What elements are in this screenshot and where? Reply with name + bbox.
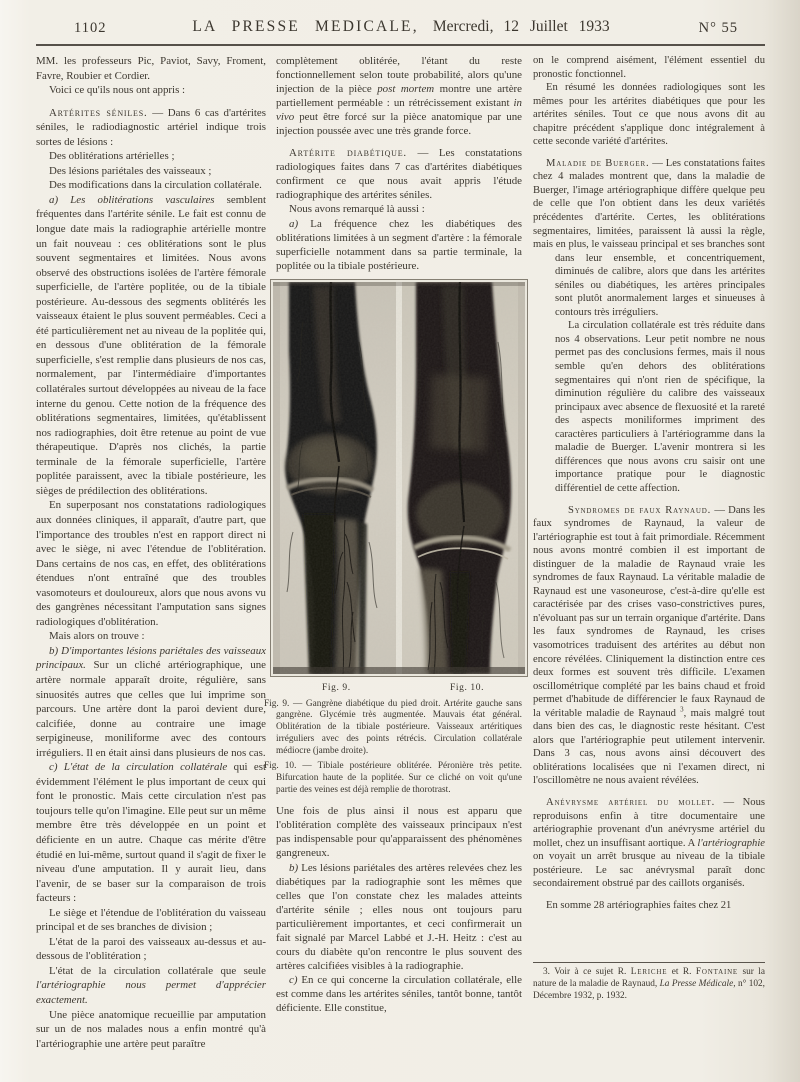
figure-caption-9: Fig. 9. — Gangrène diabétique du pied droit. Artérite gauche sans gangrène. Glycémie très augmentée. Mauvais état général. Oblitération de la tibiale postérieure. Vaisseaux artéritiques irréguliers avec des points rétrécis. Circulation collatérale médiocre (jambe droite).	[264, 698, 522, 756]
paragraph-resume: En résumé les données radiologiques sont les mêmes pour les artérites diabétiques que pour les artérites séniles. Tout ce que nous avons dit au chapitre précédent s'applique donc intégralement à cette seconde variété d'artérites.	[533, 82, 765, 148]
xray-figure	[264, 279, 528, 797]
paragraph-a-obliterations: a) Les oblitérations vasculaires semblent fréquentes dans l'artérite sénile. Le fait est connu de longue date mais la radiographie artérielle montre un fait nouveau : ces oblitérations sont le plus souvent segmentaires et limitées. Nous avons observé des obstructions isolées de l'artère fémorale superficielle, de l'artère poplitée, ou de la tibiale postérieure. Au-dessous des segments oblitérés les vaisseaux étaient le plus souvent perméables. Ceci a été particulièrement net au niveau de la poplitée qui, en dessous d'une oblitération de la fémorale superficielle, s'est remplie dans plusieurs de nos cas, normalement, par l'intermédiaire d'importantes collatérales surtout développées au niveau de la face interne du genou. Cette notion de la fréquence des oblitérations segmentaires, limitées, qu'établissent nos radiographies, doit être retenue au point de vue thérapeutique. D'après nos clichés, la partie terminale de la fémorale superficielle, l'artère poplitée paraissent, avec la tibiale postérieure, les sièges de prédilection des oblitérations.	[36, 193, 267, 497]
header-rule	[36, 44, 765, 46]
footnote-reference: 3	[680, 705, 684, 714]
list-item: Des modifications dans la circulation collatérale.	[49, 179, 262, 192]
section-faux-raynaud: Syndromes de faux Raynaud. — Dans les faux syndromes de Raynaud, la valeur de l'artériographie est tout à fait primordiale. Récemment nous avons montré combien il est important de distinguer de la maladie de Raynaud vraie les syndromes de faux Raynaud. La véritable maladie de Raynaud est une vasoneurose, c'est-à-dire qu'elle est caractérisée par des crises vaso-constrictives pures, n'évoluant pas sur un terrain organique d'artérite. Dans les faux syndromes de Raynaud, les crises vasomotrices traduisent des artérites au début non encore révélées. Cliniquement la distinction entre ces deux formes est souvent très difficile. L'examen oscillométrique complété par les bains chaud et froid permet d'habitude de différencier le faux Raynaud de la véritable maladie de Raynaud $^3$, mais malgré tout dans bien des cas, le diagnostic reste hésitant. C'est alors que l'artériographie peut utilement intervenir. Dans 3 cas, nous avons ainsi découvert des oblitérations localisées que ni l'examen direct, ni l'oscillomètre ne nous avaient révélées.	[533, 504, 765, 787]
column-left	[36, 54, 266, 1051]
section-anevrysme-mollet: Anévrysme artériel du mollet. — Nous reproduisons enfin à titre documentaire une artériographie provenant d'un anévrysme artériel du mollet, chez un insuffisant aortique. A l'artériographie on voyait un arrêt brusque au niveau de la tibiale postérieure. Le sac anévrysmal paraît donc secondairement obstrué par des caillots organisés.	[533, 796, 766, 890]
header-date: 12 Juillet 1933	[503, 18, 610, 35]
paragraph-superposant: En superposant nos constatations radiologiques aux données cliniques, il apparaît, d'autre part, que l'importance des troubles n'est en rapport direct ni avec le siège, ni avec l'étendue de l'oblitération. Dans certains de nos cas, en effet, des oblitérations étendues n'ont entraîné que des troubles vasomoteurs et douloureux, alors que nous avons vu des gangrènes nécessitant l'amputation sans signes radiologiques d'oblitération.	[36, 499, 266, 628]
page-number: 1102	[74, 20, 107, 36]
section-heading: Maladie de Buerger.	[546, 157, 650, 169]
section-heading: Syndromes de faux Raynaud.	[568, 504, 712, 516]
author-name: Leriche	[630, 967, 668, 977]
author-name: Fontaine	[695, 967, 739, 977]
section-heading: Artérites séniles.	[49, 106, 148, 119]
issue-number: N° 55	[698, 20, 738, 36]
section-heading: Artérite diabétique.	[289, 147, 407, 160]
footnote: 3. Voir à ce sujet R. Leriche et R. Fontaine sur la nature de la maladie de Raynaud, La Presse Médicale, n° 102, Décembre 1932, p. 1932.	[533, 962, 765, 1003]
section-arterites-seniles: Artérites séniles. — Dans 6 cas d'artérites séniles, le radiodiagnostic artériel indique trois sortes de lésions :	[36, 106, 266, 148]
figure-label-9: Fig. 9.	[322, 682, 351, 693]
figure-caption-10: Fig. 10. — Tibiale postérieure oblitérée. Péronière très petite. Bifurcation haute de la poplitée. Sur ce cliché on voit qu'une partie des veines est déjà remplie de thorotrast.	[264, 761, 522, 795]
paragraph-b-lesions: b) D'importantes lésions pariétales des vaisseaux principaux. Sur un cliché artériographique, une artère normale apparaît droite, régulière, sans sinuosités autres que celles que lui imprime son parcours. Une artère dont la paroi devient dure, calcifiée, donne au contraire une image serpigineuse, moniliforme avec des contours irréguliers. Il en était ainsi dans plusieurs de nos cas.	[36, 644, 266, 759]
paragraph-a-frequence: a) La fréquence chez les diabétiques des oblitérations limitées à un segment d'artère : la fémorale superficielle notamment dans sa partie terminale, la poplitée ou la tibiale postérieure.	[276, 217, 522, 272]
figure-labels	[264, 681, 522, 694]
figure-overlap-spacer	[533, 252, 555, 510]
paragraph-continuation-right: on le comprend aisément, l'élément essentiel du pronostic fonctionnel.	[533, 55, 765, 80]
header-weekday: Mercredi,	[432, 18, 494, 35]
facteur-2: L'état de la paroi des vaisseaux au-dessus et au-dessous de l'oblitération ;	[36, 935, 266, 963]
facteur-3: L'état de la circulation collatérale que seule l'artériographie nous permet d'apprécier exactement.	[36, 964, 266, 1006]
paragraph-circulation-reduite: La circulation collatérale est très réduite dans nos 4 observations. Leur petit nombre ne nous permet pas des conclusions fermes, mais il nous semble qu'en dehors des oblitérations segmentaires qui n'ont rien de spécifique, la diminution régulière du calibre des vaisseaux principaux avec absence de flexuosité et la rareté des aspects moniliformes impriment des caractères particuliers à l'artériogramme dans la maladie de Buerger. L'avenir montrera si les différences que nous avons cru saisir ont une importance pratique pour le diagnostic différentiel de cette affection.	[555, 320, 765, 494]
list-item: Des oblitérations artérielles ;	[49, 150, 175, 163]
paragraph-intro: Voici ce qu'ils nous ont appris :	[49, 84, 186, 97]
paragraph-c-circulation-collaterale: c) En ce qui concerne la circulation collatérale, elle est comme dans les artérites séniles, tantôt bonne, tantôt déficiente. Elle constitue,	[276, 973, 522, 1014]
list-item: Des lésions pariétales des vaisseaux ;	[49, 164, 212, 177]
paragraph-en-somme: En somme 28 artériographies faites chez 21	[546, 899, 732, 911]
page-header	[36, 18, 766, 44]
xray-plate-frame	[270, 279, 528, 677]
paragraph-nous-avons: Nous avons remarqué là aussi :	[289, 203, 425, 216]
paragraph-mais: Mais alors on trouve :	[49, 630, 145, 643]
figure-label-10: Fig. 10.	[450, 682, 485, 693]
paragraph-c-circulation: c) L'état de la circulation collatérale qui est évidemment l'élément le plus important de ceux qui font le pronostic. Mais cette circulation n'est pas toujours telle qu'on l'imagine. Elle peut sur un même membre être très développée en un point et déficiente en un autre. Chaque cas mérite d'être étudié en lui-même, surtout quand il s'agit de fixer le niveau d'une amputation. Il y aurait lieu, dans l'avenir, de se baser sur la comparaison de trois facteurs :	[36, 761, 266, 905]
journal-masthead	[36, 18, 766, 36]
paragraph-authors: MM. les professeurs Pic, Paviot, Savy, Froment, Favre, Roubier et Cordier.	[36, 55, 266, 82]
facteur-1: Le siège et l'étendue de l'oblitération du vaisseau principal et de ses branches de division ;	[36, 906, 266, 934]
column-middle	[264, 54, 523, 1015]
column-right	[533, 54, 765, 912]
section-heading: Anévrysme artériel du mollet.	[546, 796, 716, 808]
xray-radiograph-image	[273, 282, 525, 674]
section-maladie-buerger: Maladie de Buerger. — Les constatations faites chez 4 malades montrent que, dans la maladie de Buerger, l'image artériographique diffère quelque peu de celle que l'on obtient dans les deux variétés précédentes d'artérite. Certes, les oblitérations segmentaires, limitées, paraissent là aussi la règle, mais en plus, le vaisseau principal et ses branches sont dans leur ensemble, et concentriquement, diminués de calibre, alors que dans les artérites séniles ou diabétiques, les artères principales sont plutôt anormalement larges et sinueuses à contours très irréguliers.	[533, 157, 765, 320]
paragraph-continuation: complètement oblitérée, l'étant du reste fonctionnellement selon toute probabilité, alors qu'une injection de la pièce post mortem montre une artère partiellement perméable : un rétrécissement existant in vivo peut être forcé sur la pièce anatomique par une injection poussée avec une très grande force.	[276, 55, 523, 138]
paragraph-b-lesions-diabetiques: b) Les lésions pariétales des artères relevées chez les diabétiques par la radiographie sont les mêmes que celles que l'on constate chez les malades atteints d'artérite sénile ; elles nous ont toujours paru particulièrement importantes, et ceci confirmerait un fait signalé par Marcel Labbé et J.-H. Heitz : c'est au cours du diabète qu'on rencontre le plus souvent des artères calcifiées visibles à la radiographie.	[276, 861, 522, 972]
journal-title: LA PRESSE MEDICALE,	[192, 18, 419, 35]
section-arterite-diabetique: Artérite diabétique. — Les constatations radiologiques faites dans 7 cas d'artérites diabétiques confirment ce que nous avait appris l'étude radiographique des artérites séniles.	[276, 147, 522, 202]
journal-reference: La Presse Médicale,	[659, 978, 736, 989]
paragraph-unefois: Une fois de plus ainsi il nous est apparu que l'oblitération complète des vaisseaux principaux n'est pas indispensable pour qu'apparaissent des phénomènes gangreneux.	[276, 805, 522, 860]
paragraph-piece-anatomique: Une pièce anatomique recueillie par amputation sur un de nos malades nous a enfin montré qu'à l'artériographie une artère peut paraître	[36, 1008, 266, 1050]
